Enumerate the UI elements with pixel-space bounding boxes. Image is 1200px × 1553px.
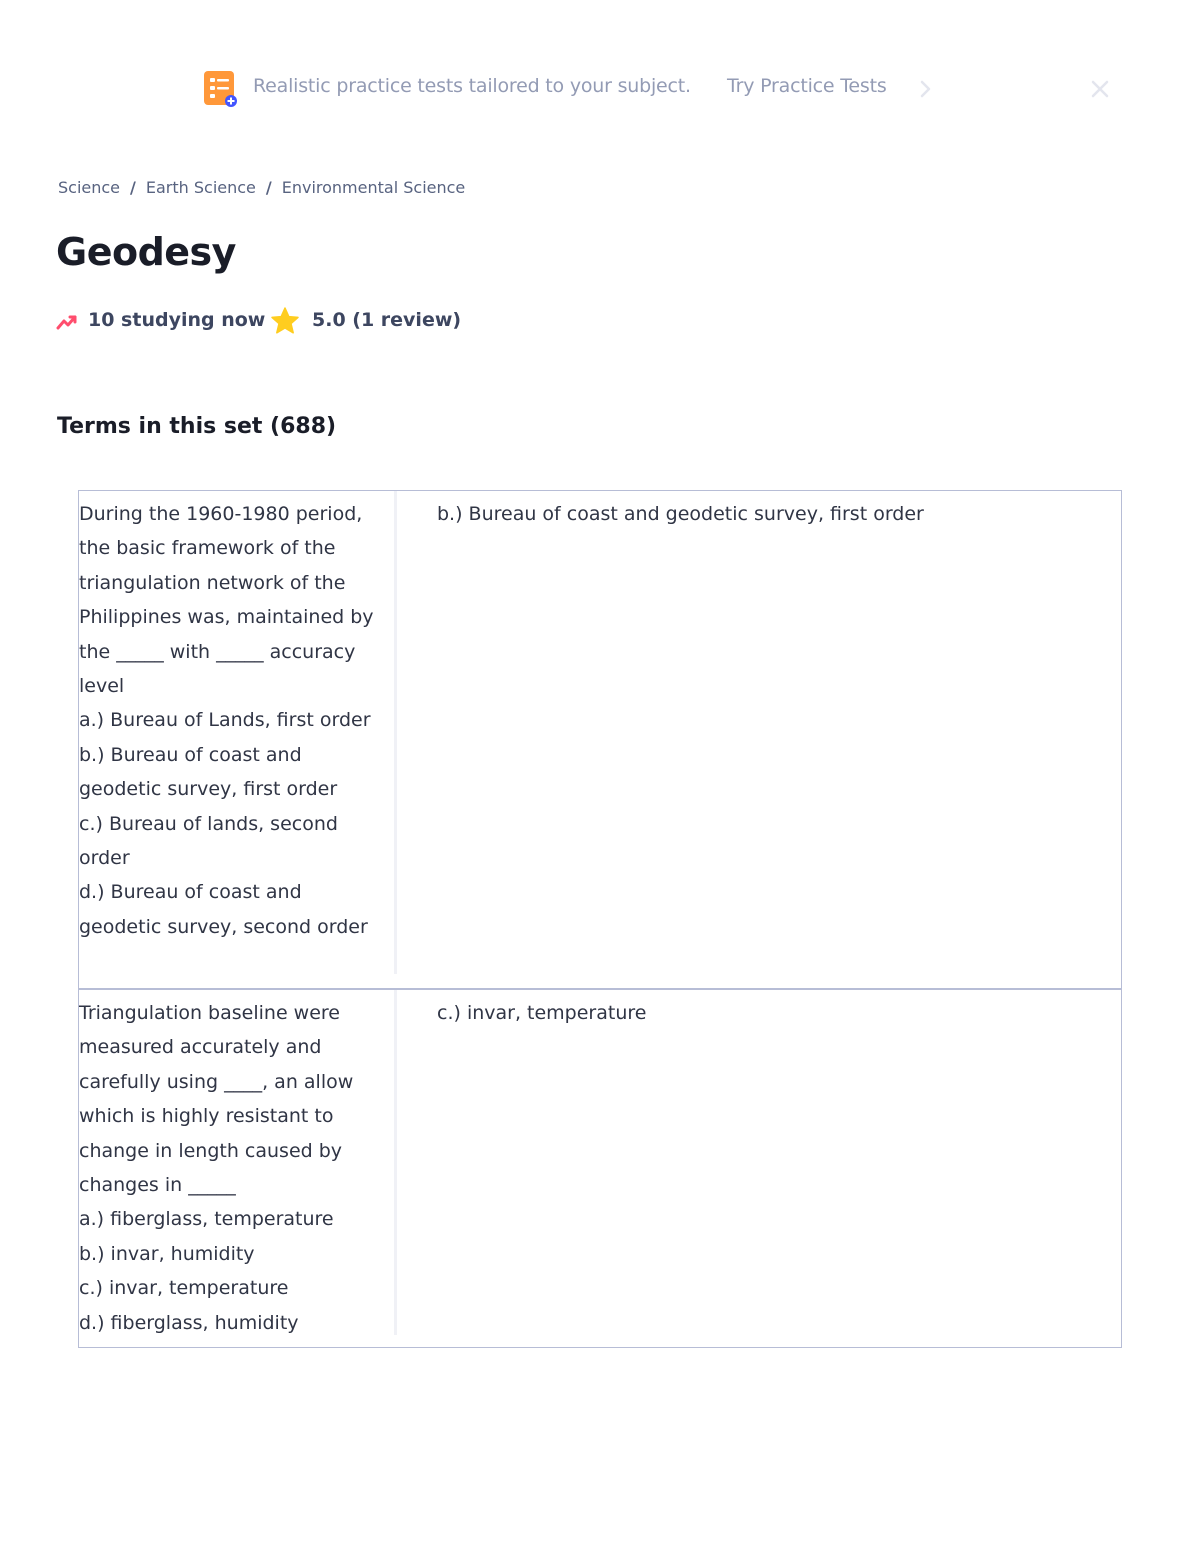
breadcrumb-separator: / bbox=[265, 178, 272, 197]
card-divider bbox=[394, 491, 397, 974]
term-card bbox=[78, 989, 1122, 1348]
practice-test-icon bbox=[202, 69, 240, 109]
try-practice-tests-link[interactable]: Try Practice Tests bbox=[727, 75, 887, 97]
term-card bbox=[78, 490, 1122, 989]
rating-summary[interactable]: 5.0 (1 review) bbox=[312, 309, 462, 331]
close-icon[interactable] bbox=[1088, 77, 1112, 101]
studying-count: 10 studying now bbox=[88, 309, 266, 331]
definition-text: b.) Bureau of coast and geodetic survey, first order bbox=[437, 503, 924, 525]
breadcrumb-item-environmental-science[interactable]: Environmental Science bbox=[281, 178, 466, 197]
terms-heading: Terms in this set (688) bbox=[57, 414, 337, 439]
breadcrumb-item-science[interactable]: Science bbox=[58, 178, 121, 197]
star-icon bbox=[270, 306, 300, 336]
page-title: Geodesy bbox=[56, 230, 236, 274]
trending-icon bbox=[56, 312, 78, 332]
breadcrumb bbox=[58, 178, 465, 197]
banner-message: Realistic practice tests tailored to your subject. bbox=[253, 75, 691, 97]
card-divider bbox=[394, 990, 397, 1335]
term-text: During the 1960-1980 period, the basic framework of the triangulation network of the Philippines was, maintained by the _____ with _____ accuracy level a.) Bureau of Lands, first order b.) Bureau of coast and geodetic survey, first order c.) Bureau of lands, second order d.) Bureau of coast and geodetic survey, second order bbox=[79, 503, 374, 938]
definition-text: c.) invar, temperature bbox=[437, 1002, 647, 1024]
breadcrumb-item-earth-science[interactable]: Earth Science bbox=[145, 178, 256, 197]
chevron-right-icon[interactable] bbox=[914, 76, 936, 102]
term-text: Triangulation baseline were measured accurately and carefully using ____, an allow which is highly resistant to change in length caused by changes in _____ a.) fiberglass, temperature b.) invar, humidity c.) invar, temperature d.) fiberglass, humidity bbox=[79, 1002, 354, 1334]
breadcrumb-separator: / bbox=[130, 178, 136, 197]
promo-banner bbox=[0, 66, 1200, 112]
